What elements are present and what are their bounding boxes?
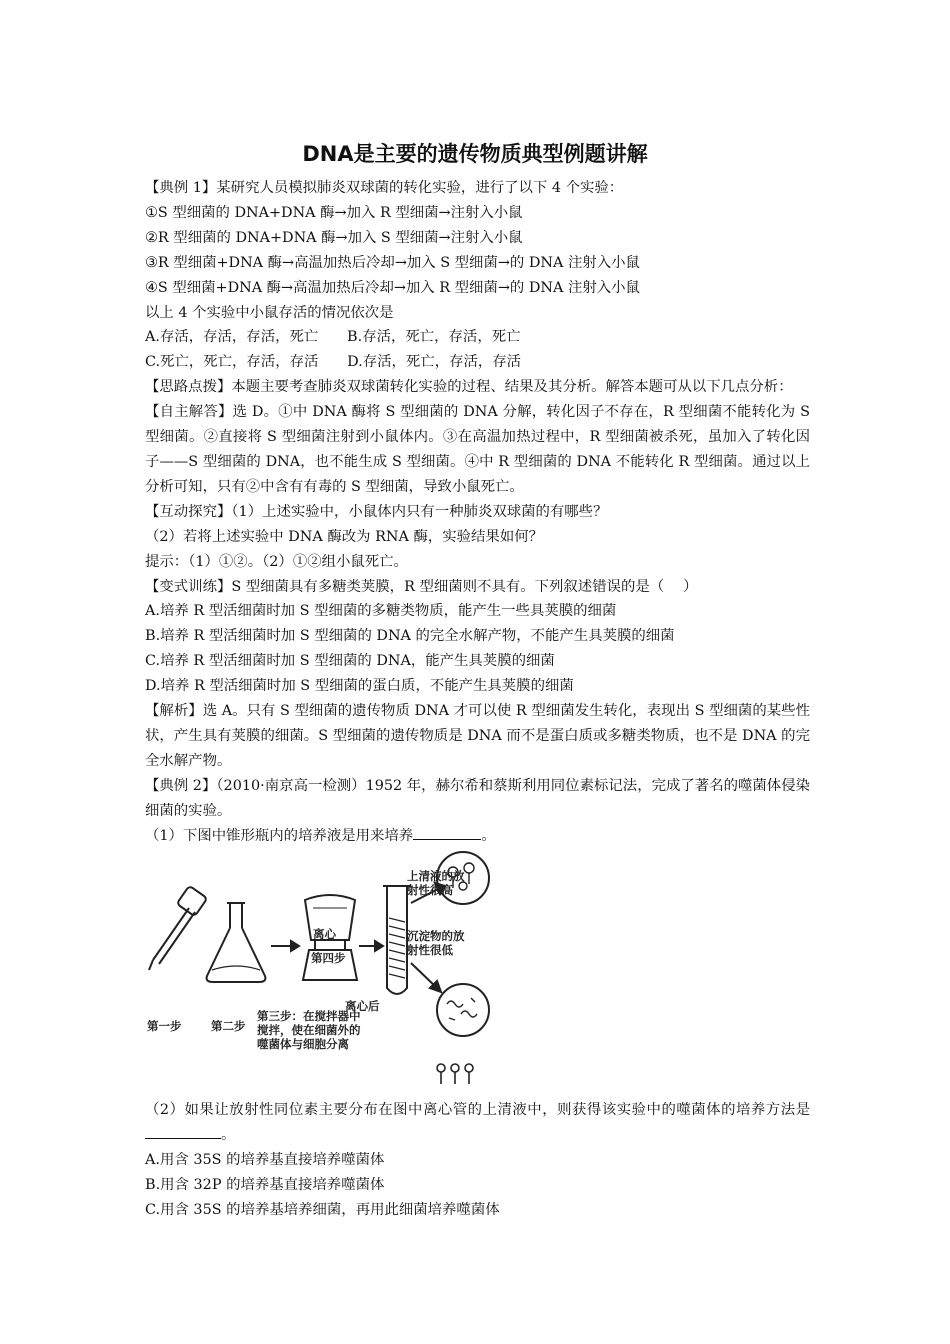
variant-stem: 【变式训练】S 型细菌具有多糖类荚膜，R 型细菌则不具有。下列叙述错误的是（ ） [145, 578, 698, 595]
conical-flask-icon [207, 903, 266, 982]
label-step1: 第一步 [147, 1019, 182, 1034]
phage-experiment-figure [145, 848, 810, 1098]
answer-blank [413, 824, 481, 840]
answer-options-cd: C.死亡，死亡，存活，存活 D.存活，死亡，存活，存活 [145, 354, 522, 371]
label-step3-line2: 搅拌，使在细菌外的 [257, 1023, 361, 1038]
experiment-diagram [145, 848, 525, 1098]
variant-option: A.培养 R 型活细菌时加 S 型细菌的多糖类物质，能产生一些具荚膜的细菌 [145, 603, 617, 620]
label-step3-line3: 噬菌体与细胞分离 [257, 1037, 349, 1052]
variant-option: C.培养 R 型活细菌时加 S 型细菌的 DNA，能产生具荚膜的细菌 [145, 653, 555, 670]
experiment-item: ②R 型细菌的 DNA+DNA 酶→加入 S 型细菌→注射入小鼠 [145, 229, 523, 246]
explore-question-2: （2）若将上述实验中 DNA 酶改为 RNA 酶，实验结果如何？ [145, 528, 543, 545]
example-2-intro: 【典例 2】（2010·南京高一检测）1952 年，赫尔希和蔡斯利用同位素标记法，完成了著名的噬菌体侵染细菌的实验。 [145, 777, 810, 819]
phage-icons [437, 1064, 473, 1084]
experiment-item: ④S 型细菌+DNA 酶→高温加热后冷却→加入 R 型细菌→的 DNA 注射入小鼠 [145, 279, 640, 296]
experiment-item: ③R 型细菌+DNA 酶→高温加热后冷却→加入 S 型细菌→的 DNA 注射入小鼠 [145, 254, 640, 271]
answer-blank [145, 1123, 221, 1139]
pipette-icon [149, 886, 207, 970]
question-2-text: （2）如果让放射性同位素主要分布在图中离心管的上清液中，则获得该实验中的噬菌体的培养方法是 [145, 1102, 810, 1119]
question-2-end: 。 [221, 1127, 236, 1144]
example-1-question: 以上 4 个实验中小鼠存活的情况依次是 [145, 304, 394, 321]
label-step3-line1: 第三步：在搅拌器中 [257, 1009, 361, 1024]
hint-paragraph: 【思路点拨】本题主要考查肺炎双球菌转化实验的过程、结果及其分析。解答本题可从以下几点分析： [145, 379, 793, 396]
sediment-bacteria-circle [437, 984, 489, 1036]
label-sediment-line1: 沉淀物的放 [407, 929, 465, 944]
document-body [145, 176, 810, 1223]
label-after-centrifuge: 离心后 [345, 999, 380, 1014]
label-sediment-line2: 射性很低 [407, 943, 453, 958]
label-step2: 第二步 [211, 1019, 246, 1034]
page-title: DNA是主要的遗传物质典型例题讲解 [302, 142, 648, 166]
example-2-option: A.用含 35S 的培养基直接培养噬菌体 [145, 1152, 385, 1169]
question-1-text: （1）下图中锥形瓶内的培养液是用来培养 [145, 827, 414, 844]
label-step4: 第四步 [311, 951, 346, 966]
label-supernatant-line2: 射性很高 [407, 883, 453, 898]
variant-option: B.培养 R 型活细菌时加 S 型细菌的 DNA 的完全水解产物，不能产生具荚膜的细菌 [145, 628, 675, 645]
label-centrifuge: 离心 [313, 927, 336, 942]
analysis-paragraph: 【解析】选 A。只有 S 型细菌的遗传物质 DNA 才可以使 R 型细菌发生转化，表现出 S 型细菌的某些性状，产生具有荚膜的细菌。S 型细菌的遗传物质是 DNA 而不是蛋白质或多糖类物质，也不是 DNA 的完全水解产物。 [145, 703, 810, 769]
example-1-intro: 【典例 1】某研究人员模拟肺炎双球菌的转化实验，进行了以下 4 个实验： [145, 180, 624, 196]
example-2-option: C.用含 35S 的培养基培养细菌，再用此细菌培养噬菌体 [145, 1202, 500, 1219]
example-2-question-2 [145, 1098, 810, 1148]
explore-question-1: 【互动探究】（1）上述实验中，小鼠体内只有一种肺炎双球菌的有哪些？ [145, 503, 608, 520]
variant-option: D.培养 R 型活细菌时加 S 型细菌的蛋白质，不能产生具荚膜的细菌 [145, 678, 574, 695]
label-supernatant-line1: 上清液的放 [407, 869, 465, 884]
explore-tip: 提示：（1）①②。（2）①②组小鼠死亡。 [145, 553, 408, 570]
answer-options-ab: A.存活，存活，存活，死亡 B.存活，死亡，存活，死亡 [145, 329, 521, 346]
example-2-option: B.用含 32P 的培养基直接培养噬菌体 [145, 1177, 385, 1194]
example-2-question-1 [145, 824, 810, 849]
question-1-end: 。 [481, 827, 496, 844]
answer-paragraph: 【自主解答】选 D。①中 DNA 酶将 S 型细菌的 DNA 分解，转化因子不存在，R 型细菌不能转化为 S 型细菌。②直接将 S 型细菌注射到小鼠体内。③在高温加热过程中，R 型细菌被杀死，虽加入了转化因子——S 型细菌的 DNA，也不能生成 S 型细菌。④中 R 型细菌的 DNA 不能转化 R 型细菌。通过以上分析可知，只有②中含有有毒的 S 型细菌，导致小鼠死亡。 [145, 404, 810, 495]
experiment-item: ①S 型细菌的 DNA+DNA 酶→加入 R 型细菌→注射入小鼠 [145, 204, 523, 221]
